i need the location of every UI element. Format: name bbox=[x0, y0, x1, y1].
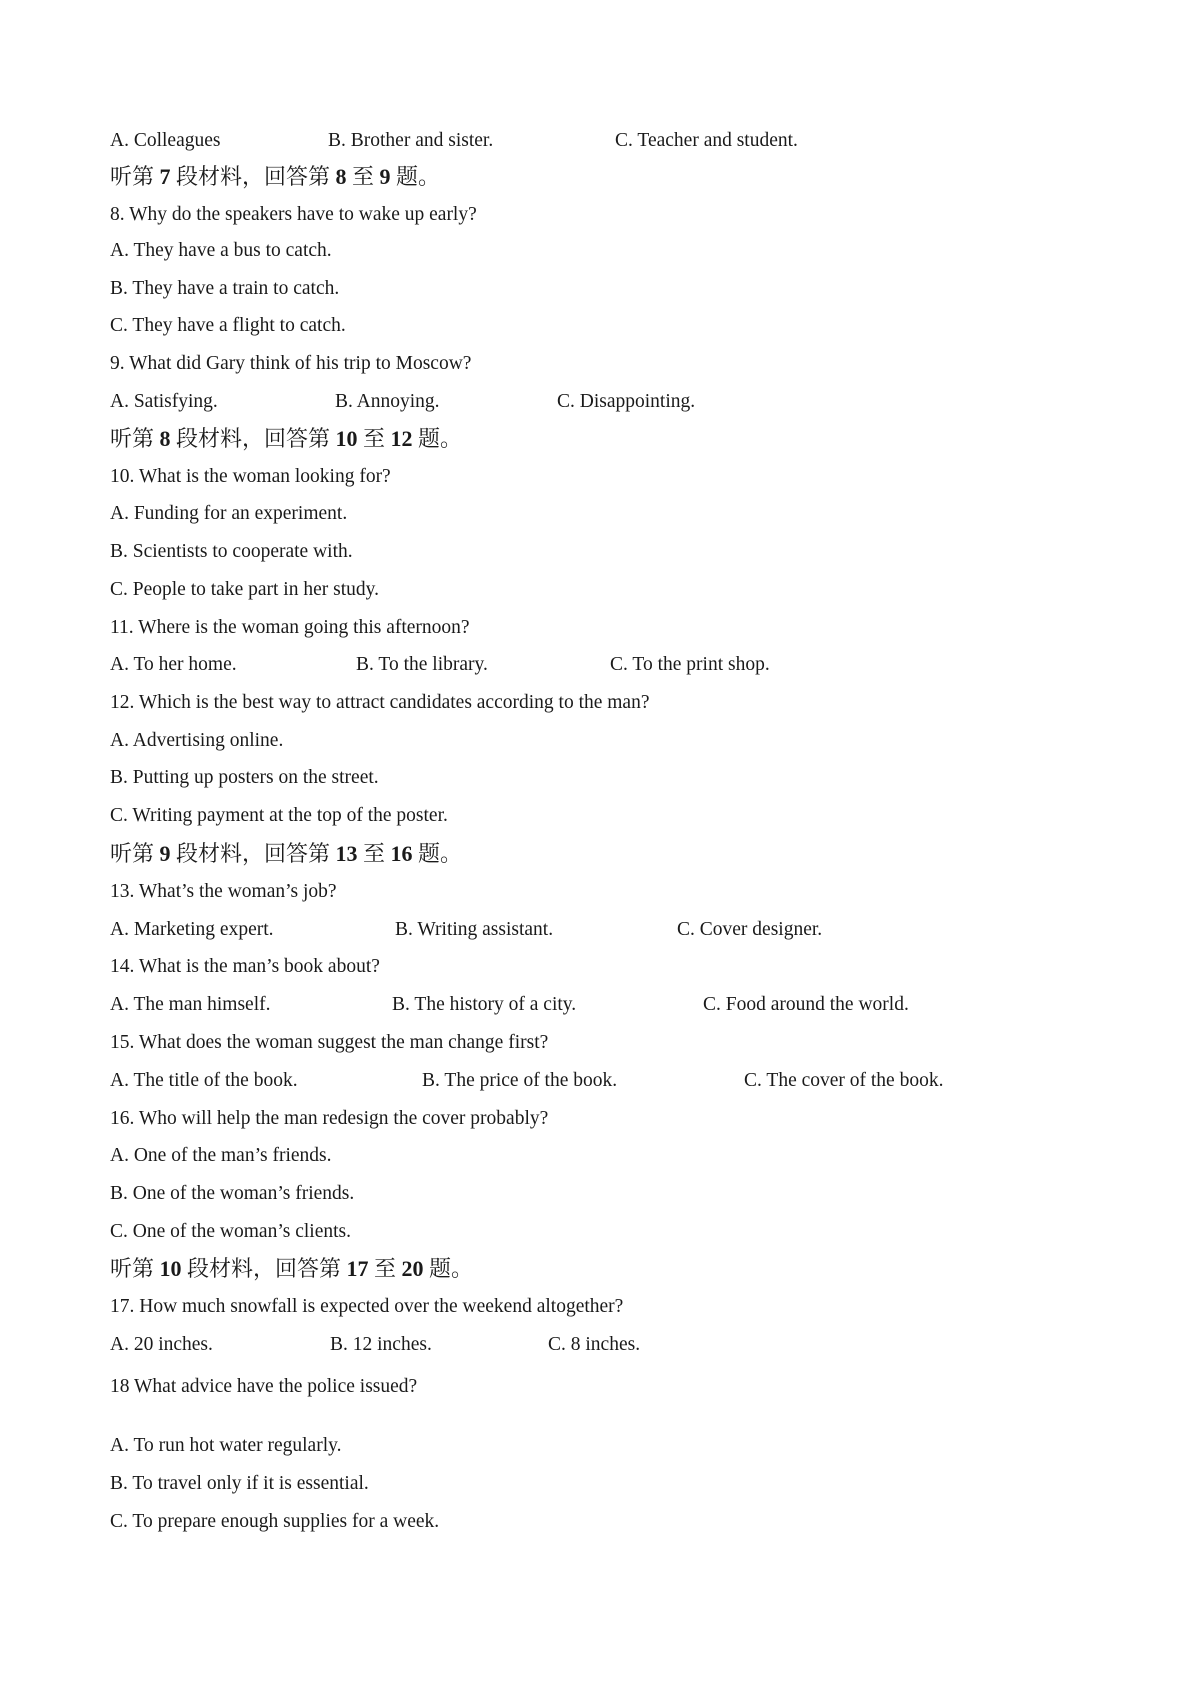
answer-option: A. 20 inches. bbox=[110, 1334, 213, 1355]
question-text: 16. Who will help the man redesign the cover probably? bbox=[110, 1108, 549, 1129]
section-number: 10 bbox=[335, 426, 358, 451]
answer-option: B. They have a train to catch. bbox=[110, 278, 340, 299]
section-heading-text: 至 bbox=[357, 841, 391, 866]
section-heading bbox=[110, 422, 462, 456]
section-heading-text: 题。 bbox=[412, 426, 463, 451]
question-text: 15. What does the woman suggest the man change first? bbox=[110, 1032, 549, 1053]
answer-options-row bbox=[110, 1064, 1010, 1098]
answer-option: C. One of the woman’s clients. bbox=[110, 1221, 351, 1242]
section-heading-text: 题。 bbox=[423, 1256, 474, 1281]
answer-option: C. Cover designer. bbox=[677, 919, 823, 940]
answer-option: A. They have a bus to catch. bbox=[110, 240, 332, 261]
section-number: 20 bbox=[401, 1256, 424, 1281]
question-text: 10. What is the woman looking for? bbox=[110, 466, 391, 487]
answer-option: B. To the library. bbox=[356, 654, 488, 675]
answer-option: A. One of the man’s friends. bbox=[110, 1145, 332, 1166]
answer-option: C. To prepare enough supplies for a week. bbox=[110, 1511, 440, 1532]
section-heading-text: 段材料，回答第 bbox=[170, 426, 336, 451]
answer-option: C. 8 inches. bbox=[548, 1334, 641, 1355]
answer-option: B. Scientists to cooperate with. bbox=[110, 541, 353, 562]
section-heading-text: 段材料，回答第 bbox=[181, 1256, 347, 1281]
section-heading bbox=[110, 1252, 473, 1286]
answer-option: B. Brother and sister. bbox=[328, 130, 494, 151]
answer-option: A. Satisfying. bbox=[110, 391, 218, 412]
section-heading-text: 题。 bbox=[390, 164, 441, 189]
section-heading-text: 段材料，回答第 bbox=[170, 164, 336, 189]
answer-option: A. Colleagues bbox=[110, 130, 221, 151]
answer-option: C. The cover of the book. bbox=[744, 1070, 944, 1091]
section-number: 7 bbox=[159, 164, 171, 189]
answer-option: B. The price of the book. bbox=[422, 1070, 618, 1091]
answer-option: B. Putting up posters on the street. bbox=[110, 767, 379, 788]
answer-option: A. Advertising online. bbox=[110, 730, 284, 751]
answer-option: C. Disappointing. bbox=[557, 391, 696, 412]
section-heading-text: 段材料，回答第 bbox=[170, 841, 336, 866]
section-heading bbox=[110, 837, 462, 871]
answer-option: A. The man himself. bbox=[110, 994, 271, 1015]
question-text: 18 What advice have the police issued? bbox=[110, 1376, 418, 1397]
section-number: 10 bbox=[159, 1256, 182, 1281]
question-text: 13. What’s the woman’s job? bbox=[110, 881, 337, 902]
section-number: 8 bbox=[335, 164, 347, 189]
question-text: 12. Which is the best way to attract candidates according to the man? bbox=[110, 692, 650, 713]
answer-option: C. Writing payment at the top of the poster. bbox=[110, 805, 448, 826]
section-number: 9 bbox=[379, 164, 391, 189]
section-heading bbox=[110, 160, 440, 194]
answer-option: B. 12 inches. bbox=[330, 1334, 432, 1355]
answer-option: A. To run hot water regularly. bbox=[110, 1435, 342, 1456]
answer-options-row bbox=[110, 988, 1010, 1022]
answer-option: A. To her home. bbox=[110, 654, 237, 675]
answer-option: C. To the print shop. bbox=[610, 654, 770, 675]
section-number: 9 bbox=[159, 841, 171, 866]
answer-options-row bbox=[110, 1328, 1010, 1362]
answer-option: B. One of the woman’s friends. bbox=[110, 1183, 355, 1204]
section-number: 13 bbox=[335, 841, 358, 866]
answer-option: B. To travel only if it is essential. bbox=[110, 1473, 369, 1494]
question-text: 14. What is the man’s book about? bbox=[110, 956, 380, 977]
answer-option: B. Writing assistant. bbox=[395, 919, 554, 940]
section-heading-text: 听第 bbox=[110, 1256, 160, 1281]
question-text: 9. What did Gary think of his trip to Moscow? bbox=[110, 353, 472, 374]
answer-option: B. Annoying. bbox=[335, 391, 440, 412]
answer-option: A. The title of the book. bbox=[110, 1070, 298, 1091]
section-heading-text: 听第 bbox=[110, 426, 160, 451]
section-number: 17 bbox=[346, 1256, 369, 1281]
answer-option: C. Teacher and student. bbox=[615, 130, 798, 151]
section-heading-text: 至 bbox=[357, 426, 391, 451]
question-text: 17. How much snowfall is expected over the weekend altogether? bbox=[110, 1296, 624, 1317]
answer-options-row bbox=[110, 124, 1010, 158]
answer-option: A. Funding for an experiment. bbox=[110, 503, 348, 524]
answer-options-row bbox=[110, 913, 1010, 947]
answer-options-row bbox=[110, 648, 1010, 682]
section-heading-text: 听第 bbox=[110, 164, 160, 189]
answer-options-row bbox=[110, 385, 1010, 419]
section-heading-text: 听第 bbox=[110, 841, 160, 866]
section-number: 16 bbox=[390, 841, 413, 866]
answer-option: B. The history of a city. bbox=[392, 994, 577, 1015]
section-number: 8 bbox=[159, 426, 171, 451]
answer-option: C. People to take part in her study. bbox=[110, 579, 379, 600]
answer-option: A. Marketing expert. bbox=[110, 919, 274, 940]
question-text: 8. Why do the speakers have to wake up early? bbox=[110, 204, 477, 225]
section-heading-text: 至 bbox=[346, 164, 380, 189]
section-heading-text: 题。 bbox=[412, 841, 463, 866]
question-text: 11. Where is the woman going this afternoon? bbox=[110, 617, 470, 638]
section-number: 12 bbox=[390, 426, 413, 451]
answer-option: C. Food around the world. bbox=[703, 994, 909, 1015]
answer-option: C. They have a flight to catch. bbox=[110, 315, 346, 336]
section-heading-text: 至 bbox=[368, 1256, 402, 1281]
